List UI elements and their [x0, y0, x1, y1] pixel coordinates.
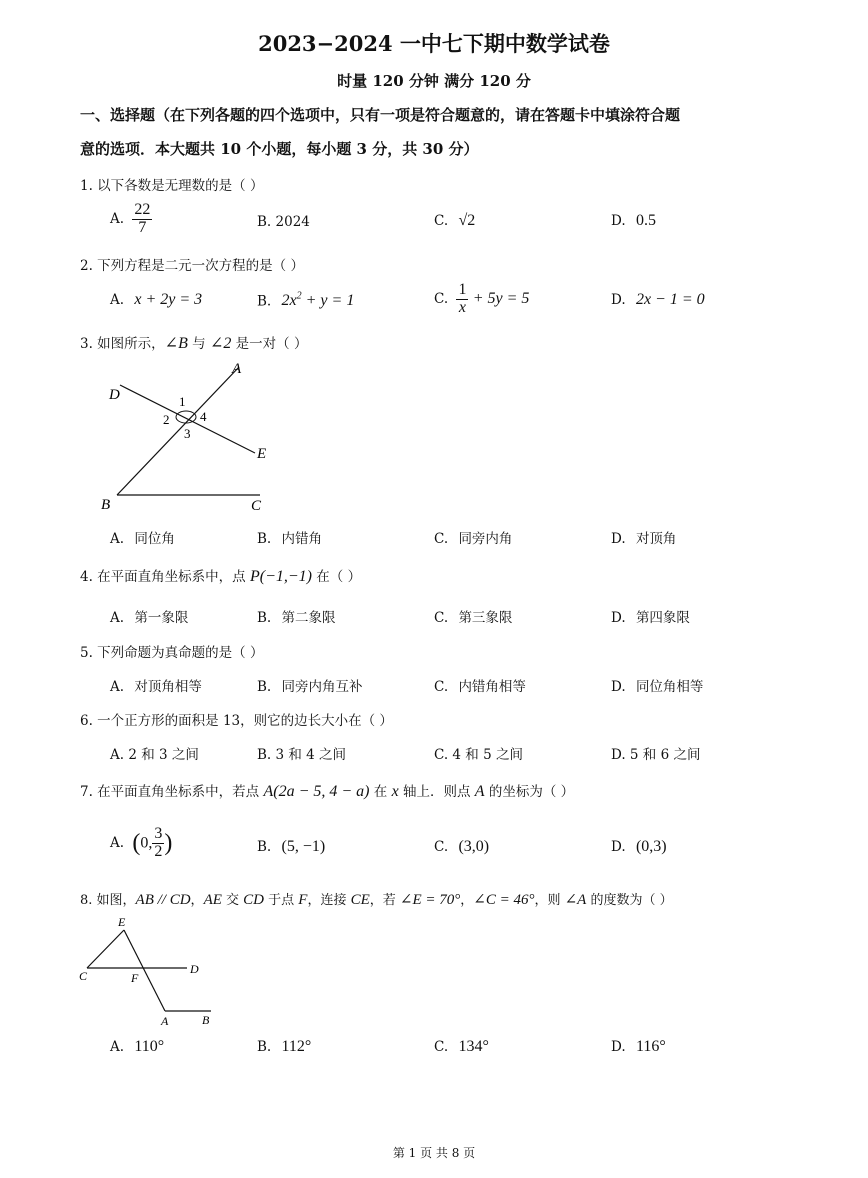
q1-option-d: [611, 212, 656, 230]
q7-option-d: [611, 838, 667, 856]
q8-option-a-text: 110°: [134, 1038, 165, 1055]
q7-stem-end: 的坐标为（ ）: [484, 784, 575, 800]
q5-option-c-text: 内错角相等: [458, 679, 526, 695]
q5-option-d: [611, 675, 703, 695]
q8-label-c: C: [79, 969, 88, 983]
q3-label-d: D: [109, 387, 120, 403]
q3-label-b: B: [101, 497, 111, 513]
q7-stem-a: A: [474, 783, 485, 800]
q4-option-c-text: 第三象限: [458, 610, 513, 626]
q4-option-b-label: B.: [257, 610, 272, 626]
q4-option-d: [611, 606, 690, 626]
q3-label-e: E: [257, 446, 267, 462]
q4-option-d-text: 第四象限: [635, 610, 690, 626]
q3-option-a: [110, 527, 175, 547]
q2-stem: 2. 下列方程是二元一次方程的是（ ）: [80, 258, 304, 274]
q3-option-b-label: B.: [257, 531, 272, 547]
q7-option-c: [434, 838, 489, 856]
q1-option-c: [434, 212, 475, 230]
q3-stem-pre: 3. 如图所示，: [80, 336, 165, 352]
q4-stem-post: 在（ ）: [312, 569, 362, 585]
q3-stem: [80, 332, 307, 353]
q8-option-c-text: 134°: [458, 1038, 489, 1055]
q3-label-c: C: [251, 498, 262, 514]
q3-label-4: 4: [200, 409, 207, 424]
q3-option-d: [611, 527, 676, 547]
q8-option-c-label: C.: [434, 1039, 449, 1055]
q5-option-c-label: C.: [434, 679, 449, 695]
q7-stem-mid: 在: [369, 784, 392, 800]
q2-option-a: [110, 291, 202, 309]
q3-option-b-text: 内错角: [281, 531, 323, 547]
q7-option-b-text: (5, −1): [281, 838, 326, 855]
q3-label-3: 3: [184, 426, 191, 441]
q8-option-d: [611, 1038, 666, 1056]
q1-option-a-numerator: 22: [134, 201, 151, 218]
q3-label-2: 2: [163, 412, 170, 427]
q8-stem-f: F: [298, 892, 308, 908]
q7-option-d-text: (0,3): [635, 838, 667, 855]
q1-option-b-text: 2024: [275, 214, 310, 230]
q1-option-a-fraction: [132, 202, 152, 237]
q1-option-b-label: B.: [257, 214, 272, 230]
q3-option-d-text: 对顶角: [635, 531, 677, 547]
q3-stem-mid: 与: [187, 336, 210, 352]
q8-stem-t7: ，则: [534, 893, 565, 908]
q1-option-d-text: 0.5: [635, 212, 656, 229]
q4-option-c-label: C.: [434, 610, 449, 626]
q7-stem: [80, 780, 574, 801]
q2-option-b-label: B.: [257, 293, 272, 310]
q4-option-a-label: A.: [110, 610, 125, 626]
q8-stem-parallel: AB // CD: [135, 892, 191, 908]
q8-option-b: [257, 1038, 311, 1056]
q8-label-b: B: [202, 1013, 210, 1027]
q8-label-a: A: [161, 1014, 169, 1028]
q4-option-b-text: 第二象限: [281, 610, 336, 626]
q2-option-c: [434, 282, 529, 317]
q2-option-b-text: [282, 292, 355, 309]
q5-option-b-text: 同旁内角互补: [281, 679, 363, 695]
q7-option-c-label: C.: [434, 839, 449, 855]
q8-stem-angle-a: ∠A: [564, 892, 587, 908]
q2-option-c-text: + 5y = 5: [472, 289, 530, 307]
q2-option-c-label: C.: [434, 290, 449, 307]
q7-stem-pre: 7. 在平面直角坐标系中，若点: [80, 784, 264, 800]
section-header-line2: 意的选项．本大题共 10 个小题，每小题 3 分，共 30 分）: [80, 140, 479, 158]
q5-option-d-label: D.: [611, 679, 626, 695]
q2-option-a-label: A.: [110, 292, 125, 308]
q8-option-c: [434, 1038, 489, 1056]
q8-stem-t3: 于点: [264, 893, 299, 908]
q3-option-a-text: 同位角: [134, 531, 175, 547]
q1-option-c-text: √2: [458, 212, 476, 229]
q3-label-a: A: [232, 361, 242, 377]
q8-stem: [80, 889, 673, 909]
q4-option-b: [257, 606, 336, 626]
q4-stem-pre: 4. 在平面直角坐标系中，点: [80, 569, 250, 585]
q2-option-a-text: x + 2y = 3: [134, 291, 203, 308]
q8-option-b-text: 112°: [281, 1038, 312, 1055]
q8-option-a-label: A.: [110, 1039, 125, 1055]
q1-option-a: [110, 202, 152, 237]
q8-label-f: F: [131, 971, 139, 985]
q7-option-d-label: D.: [611, 839, 626, 855]
q2-option-c-fraction: [456, 282, 468, 317]
q4-option-a: [110, 606, 188, 626]
q7-option-a-fraction: [152, 826, 164, 861]
q7-option-a-x: 0,: [140, 834, 153, 852]
q6-option-b: B. 3 和 4 之间: [257, 747, 347, 763]
q8-stem-t2: 交: [221, 893, 244, 908]
q7-option-c-text: (3,0): [458, 838, 490, 855]
q3-stem-angle-2: ∠2: [209, 335, 232, 352]
q3-angle-marker: [176, 411, 196, 423]
q8-label-d: D: [190, 962, 199, 976]
q2-option-d: [611, 291, 705, 309]
q3-label-1: 1: [179, 394, 186, 409]
q3-line-de: [120, 385, 255, 453]
q8-stem-angle-e: ∠E = 70°: [399, 892, 461, 908]
q4-stem-point: P(−1,−1): [249, 568, 312, 585]
q5-stem: 5. 下列命题为真命题的是（ ）: [80, 645, 264, 661]
q1-stem: 1. 以下各数是无理数的是（ ）: [80, 178, 264, 194]
section-header-line1: 一、选择题（在下列各题的四个选项中，只有一项是符合题意的，请在答题卡中填涂符合题: [80, 106, 681, 124]
page-title: 2023−2024 一中七下期中数学试卷: [258, 31, 610, 56]
q8-label-e: E: [118, 915, 126, 929]
q7-option-a-label: A.: [110, 834, 125, 851]
q8-stem-ae: AE: [203, 892, 222, 908]
q8-line-ce: [87, 930, 124, 968]
q1-option-a-label: A.: [110, 210, 125, 227]
q8-stem-t4: ，连接: [307, 893, 351, 908]
q8-stem-t8: 的度数为（ ）: [586, 893, 673, 908]
q8-option-d-label: D.: [611, 1039, 626, 1055]
q3-option-d-label: D.: [611, 531, 626, 547]
q2-option-c-numerator: 1: [458, 281, 467, 298]
q7-option-a-denominator: 2: [154, 842, 163, 860]
q4-option-c: [434, 606, 512, 626]
q6-option-a: A. 2 和 3 之间: [110, 747, 199, 763]
q2-option-b: [257, 291, 354, 310]
q3-option-a-label: A.: [110, 531, 125, 547]
q8-stem-t6: ，: [460, 893, 474, 908]
q3-stem-angle-b: ∠B: [164, 335, 188, 352]
q2-option-d-label: D.: [611, 292, 626, 308]
q5-option-a-text: 对顶角相等: [134, 679, 202, 695]
q2-option-b-base: 2x: [281, 292, 297, 310]
q7-option-a-close-paren: ): [164, 829, 173, 856]
q8-option-a: [110, 1038, 164, 1056]
q7-option-a-open-paren: (: [132, 829, 141, 856]
q4-option-a-text: 第一象限: [134, 610, 189, 626]
q5-option-c: [434, 675, 526, 695]
q5-option-b-label: B.: [257, 679, 272, 695]
q8-stem-ce: CE: [350, 892, 370, 908]
q3-option-c-text: 同旁内角: [458, 531, 513, 547]
q4-option-d-label: D.: [611, 610, 626, 626]
q6-option-d: D. 5 和 6 之间: [611, 747, 701, 763]
q1-option-c-label: C.: [434, 213, 449, 229]
q8-stem-cd: CD: [243, 892, 264, 908]
q1-option-b: [257, 214, 310, 230]
q8-figure: [75, 912, 225, 1030]
q3-option-c: [434, 527, 512, 547]
q1-option-d-label: D.: [611, 213, 626, 229]
q5-option-b: [257, 675, 363, 695]
q2-option-c-denominator: x: [458, 298, 466, 316]
q3-stem-post: 是一对（ ）: [231, 336, 308, 352]
q7-option-a: [110, 826, 172, 861]
page-footer: 第 1 页 共 8 页: [392, 1146, 476, 1160]
q8-stem-t1: ，: [190, 893, 204, 908]
q8-stem-angle-c: ∠C = 46°: [473, 892, 535, 908]
q7-option-a-numerator: 3: [154, 825, 163, 842]
q4-stem: [80, 565, 361, 586]
q7-option-b: [257, 838, 325, 856]
q3-line-ba: [117, 367, 239, 495]
q7-option-b-label: B.: [257, 839, 272, 855]
q5-option-a-label: A.: [110, 679, 125, 695]
q7-stem-point: A(2a − 5, 4 − a): [263, 783, 370, 800]
q7-stem-x: x: [391, 783, 399, 800]
q8-stem-pre: 8. 如图，: [80, 893, 136, 908]
q1-option-a-denominator: 7: [138, 218, 147, 236]
q5-option-a: [110, 675, 202, 695]
q8-option-d-text: 116°: [635, 1038, 666, 1055]
q6-option-c: C. 4 和 5 之间: [434, 747, 523, 763]
exam-info: 时量 120 分钟 满分 120 分: [337, 72, 531, 90]
q3-figure: [95, 355, 285, 520]
q2-option-b-exponent: 2: [296, 291, 302, 302]
q3-option-c-label: C.: [434, 531, 449, 547]
q2-option-d-text: 2x − 1 = 0: [635, 291, 705, 308]
q8-stem-t5: ，若: [369, 893, 400, 908]
q7-stem-post: 轴上．则点: [398, 784, 475, 800]
q6-stem: 6. 一个正方形的面积是 13，则它的边长大小在（ ）: [80, 713, 393, 729]
q8-option-b-label: B.: [257, 1039, 272, 1055]
q2-option-b-rest: + y = 1: [301, 292, 355, 310]
q3-option-b: [257, 527, 322, 547]
q5-option-d-text: 同位角相等: [635, 679, 704, 695]
